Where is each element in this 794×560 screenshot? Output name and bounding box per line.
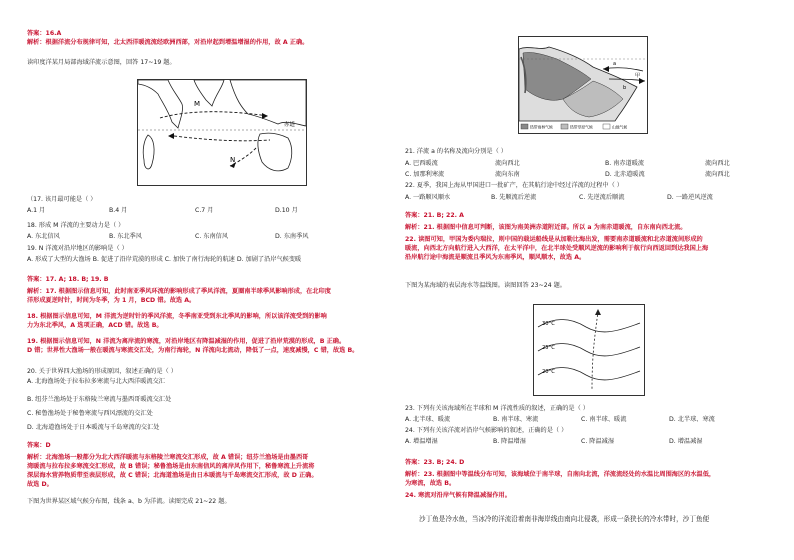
q19-options: A. 形成了大型的大渔场 B. 促进了沿岸荒漠的形成 C. 加快了南行海轮的航速 D. 加剧了沿岸气候变暖 [27,256,302,263]
explanation-20-line1: 解析：北海渔场一般都分为北大西洋暖流与东格陵兰寒流交汇形成，故 A 错误；纽芬兰渔场是由墨西哥 [27,454,309,461]
q22-option-b: B. 先顺流后逆流 [491,194,537,201]
q24-option-b: B. 降温增湿 [493,438,526,445]
explanation-23-line1: 解析：23. 根据图中等温线分布可知，该海域位于南半球，自南向北流，洋流流经处的水温比周围海区的水温低， [405,471,716,478]
legend-savanna: 热带草原气候 [570,124,593,130]
question-21: 21. 洋流 a 的名称及流向分别是（ ） [405,148,507,155]
intro-23-24: 下图为某海域的表层海水等温线图。读图回答 23~24 题。 [405,282,566,289]
q17-option-d: D.10 月 [275,207,298,214]
explanation-18-line1: 18. 根据图示信息可知，M 洋流为逆时针的季风洋流，冬季南亚受到东北季风的影响，所以该洋流受到的影响 [27,313,327,320]
q17-option-b: B.4 月 [109,207,128,214]
explanation-22-line1: 22. 读图可知，甲国为委内瑞拉，则中国的载运船线是从加勒比海出发，需要南赤道暖流和北赤道流间形成的 [405,236,703,243]
answer-17-19: 答案：17. A; 18. B; 19. B [27,276,109,283]
q20-option-a: A. 北海渔场处于拉布拉多寒流与北大西洋暖流交汇 [27,378,165,385]
question-23: 23. 下列有关该海域所在半球和 M 洋流性质的叙述，正确的是（ ） [405,405,589,412]
q22-option-d: D. 一路逆风逆流 [667,194,713,201]
question-17: （17. 该月最可能是（ ） [27,196,97,203]
question-18: 18. 形成 M 洋流的主要动力是（ ） [27,222,125,229]
legend-rainforest: 热带雨林气候 [530,124,553,130]
q21-option-d: D. 北赤道暖流 [605,171,645,178]
q21-option-a-dir: 流向西北 [495,160,520,167]
question-22: 22. 夏季，我国上海从甲国进口一批矿产，在其航行途中经过洋流的过程中（ ） [405,182,623,189]
indian-ocean-current-map [137,79,307,186]
intro-21-22: 下图为世界某区域气候分布图，线条 a、b 为洋流。读图完成 21~22 题。 [27,498,231,505]
q21-option-b: B. 南赤道暖流 [605,160,645,167]
q22-option-c: C. 先逆流后顺流 [579,194,625,201]
q21-option-a: A. 巴西暖流 [405,160,438,167]
explanation-22-line2: 暖流，向西北方向航行进入大西洋，在太平洋中，在北半球处受顺风逆流的影响利于航行向西返回到达我国上海 [405,245,709,252]
q18-option-a: A. 东北信风 [27,233,60,240]
explanation-20-line2: 湾暖流与拉布拉多寒流交汇形成，故 B 错误；秘鲁渔场是由东南信风的离岸风作用下，秘鲁寒流上升流将 [27,463,315,470]
q24-option-a: A. 增温增湿 [405,438,438,445]
label-n: N [230,156,236,164]
label-equator: 赤道 [284,122,296,128]
isotherm-svg [534,305,644,395]
isotherm-label-20: 20°C [542,369,555,375]
explanation-17-line1: 解析：17. 根据图示信息可知，此时南亚季风环流的影响形成了季风洋流，夏圈南半球季风影响形成，在北印度 [27,288,331,295]
q23-option-c: C. 南半球、暖流 [581,416,627,423]
q22-option-a: A. 一路顺风顺水 [405,194,451,201]
explanation-21: 解析：21. 根据图中信息可判断，该图为南美洲赤道附近部。所以 a 为南赤道暖流，自东南向西北流。 [405,224,687,231]
q21-option-b-dir: 流向西北 [705,160,730,167]
explanation-18-line2: 力为东北季风，A 选项正确，ACD 错。故选 B。 [27,322,163,329]
q17-option-c: C.7 月 [195,207,214,214]
answer-16: 答案：16.A [27,30,62,37]
current-map-svg [138,80,306,185]
q21-option-c: C. 加那利寒流 [405,171,445,178]
isotherm-label-30: 30°C [542,321,555,327]
answer-23-24: 答案：23. B; 24. D [405,459,465,466]
q23-option-b: B. 南半球、寒流 [493,416,539,423]
q23-option-d: D. 北半球、寒流 [669,416,715,423]
label-b: b [623,85,627,91]
climate-map-svg [519,37,647,133]
answer-20: 答案：D [27,442,51,449]
answer-21-22: 答案：21. B; 22. A [405,212,464,219]
question-20: 20. 关于世界四大渔场的形成原因，叙述正确的是（ ） [27,368,177,375]
isotherm-label-25: 25°C [542,345,555,351]
q21-option-c-dir: 流向东南 [495,171,520,178]
label-jia: 甲 [635,73,641,79]
q24-option-c: C. 降温减湿 [581,438,615,445]
explanation-16: 解析：根据洋流分布规律可知，北太西洋暖流流经欧洲西部，对沿岸起到增温增湿的作用，故 A 正确。 [27,39,309,46]
intro-17-19: 读印度洋某月局部海域洋流示意图，回答 17~19 题。 [27,59,176,66]
q20-option-d: D. 北海道渔场处于日本暖流与千岛寒流的交汇处 [27,424,160,431]
explanation-19-line2: D 错；世界性大渔场一般在暖流与寒流交汇处，为南行海轮，N 洋流向北流动，降低了一点，速度减慢，C 错，故选 B。 [27,347,359,354]
question-19: 19. N 洋流对沿岸地区的影响是（ ） [27,245,128,252]
explanation-22-line3: 沿岸航行途中海流是顺流且季风为东南季风，顺风顺水，故选 A。 [405,254,586,261]
explanation-20-line4: 故选 D。 [27,481,53,488]
q23-option-a: A. 北半球、暖流 [405,416,451,423]
explanation-20-line3: 深层海水营养物质带至表层形成，故 C 错误；北海道渔场是由日本暖流与千岛寒流交汇形成，故 D 正确。 [27,472,318,479]
explanation-17-line2: 洋形成夏逆时针，时间为冬季，为 1 月，BCD 错。故选 A。 [27,297,196,304]
q18-option-d: D. 东南季风 [275,233,309,240]
q18-option-c: C. 东南信风 [195,233,229,240]
q20-option-c: C. 秘鲁渔场处于秘鲁寒流与西风漂流的交汇处 [27,410,153,417]
q20-option-b: B. 纽芬兰渔场处于东格陵兰寒流与墨西哥暖流交汇处 [27,396,172,403]
q18-option-b: B. 东北季风 [109,233,142,240]
question-24: 24. 下列有关该洋流对沿岸气候影响的叙述，正确的是（ ） [405,427,568,434]
explanation-19-line1: 19. 根据图示信息可知，N 洋流为离岸流的寒流，对沿岸地区有降温减湿的作用，促进了沿岸荒漠的形成，B 正确。 [27,338,346,345]
q17-option-a: A.1 月 [27,207,46,214]
label-a: a [613,61,617,67]
explanation-23-line2: 为寒流，故选 B。 [405,480,456,487]
legend-mountain: 山地气候 [612,124,628,130]
tail-paragraph: 沙丁鱼是冷水鱼，当冰冷的洋流沿着南非海岸线由南向北侵袭，形成一条狭长的冷水带时，沙丁鱼便 [419,515,710,523]
q24-option-d: D. 增温减湿 [669,438,703,445]
q21-option-d-dir: 流向西北 [705,171,730,178]
label-m: M [194,100,201,108]
isotherm-map [533,304,645,396]
explanation-24: 24. 寒流对沿岸气候有降温减湿作用。 [405,492,511,499]
climate-region-map [518,36,648,134]
